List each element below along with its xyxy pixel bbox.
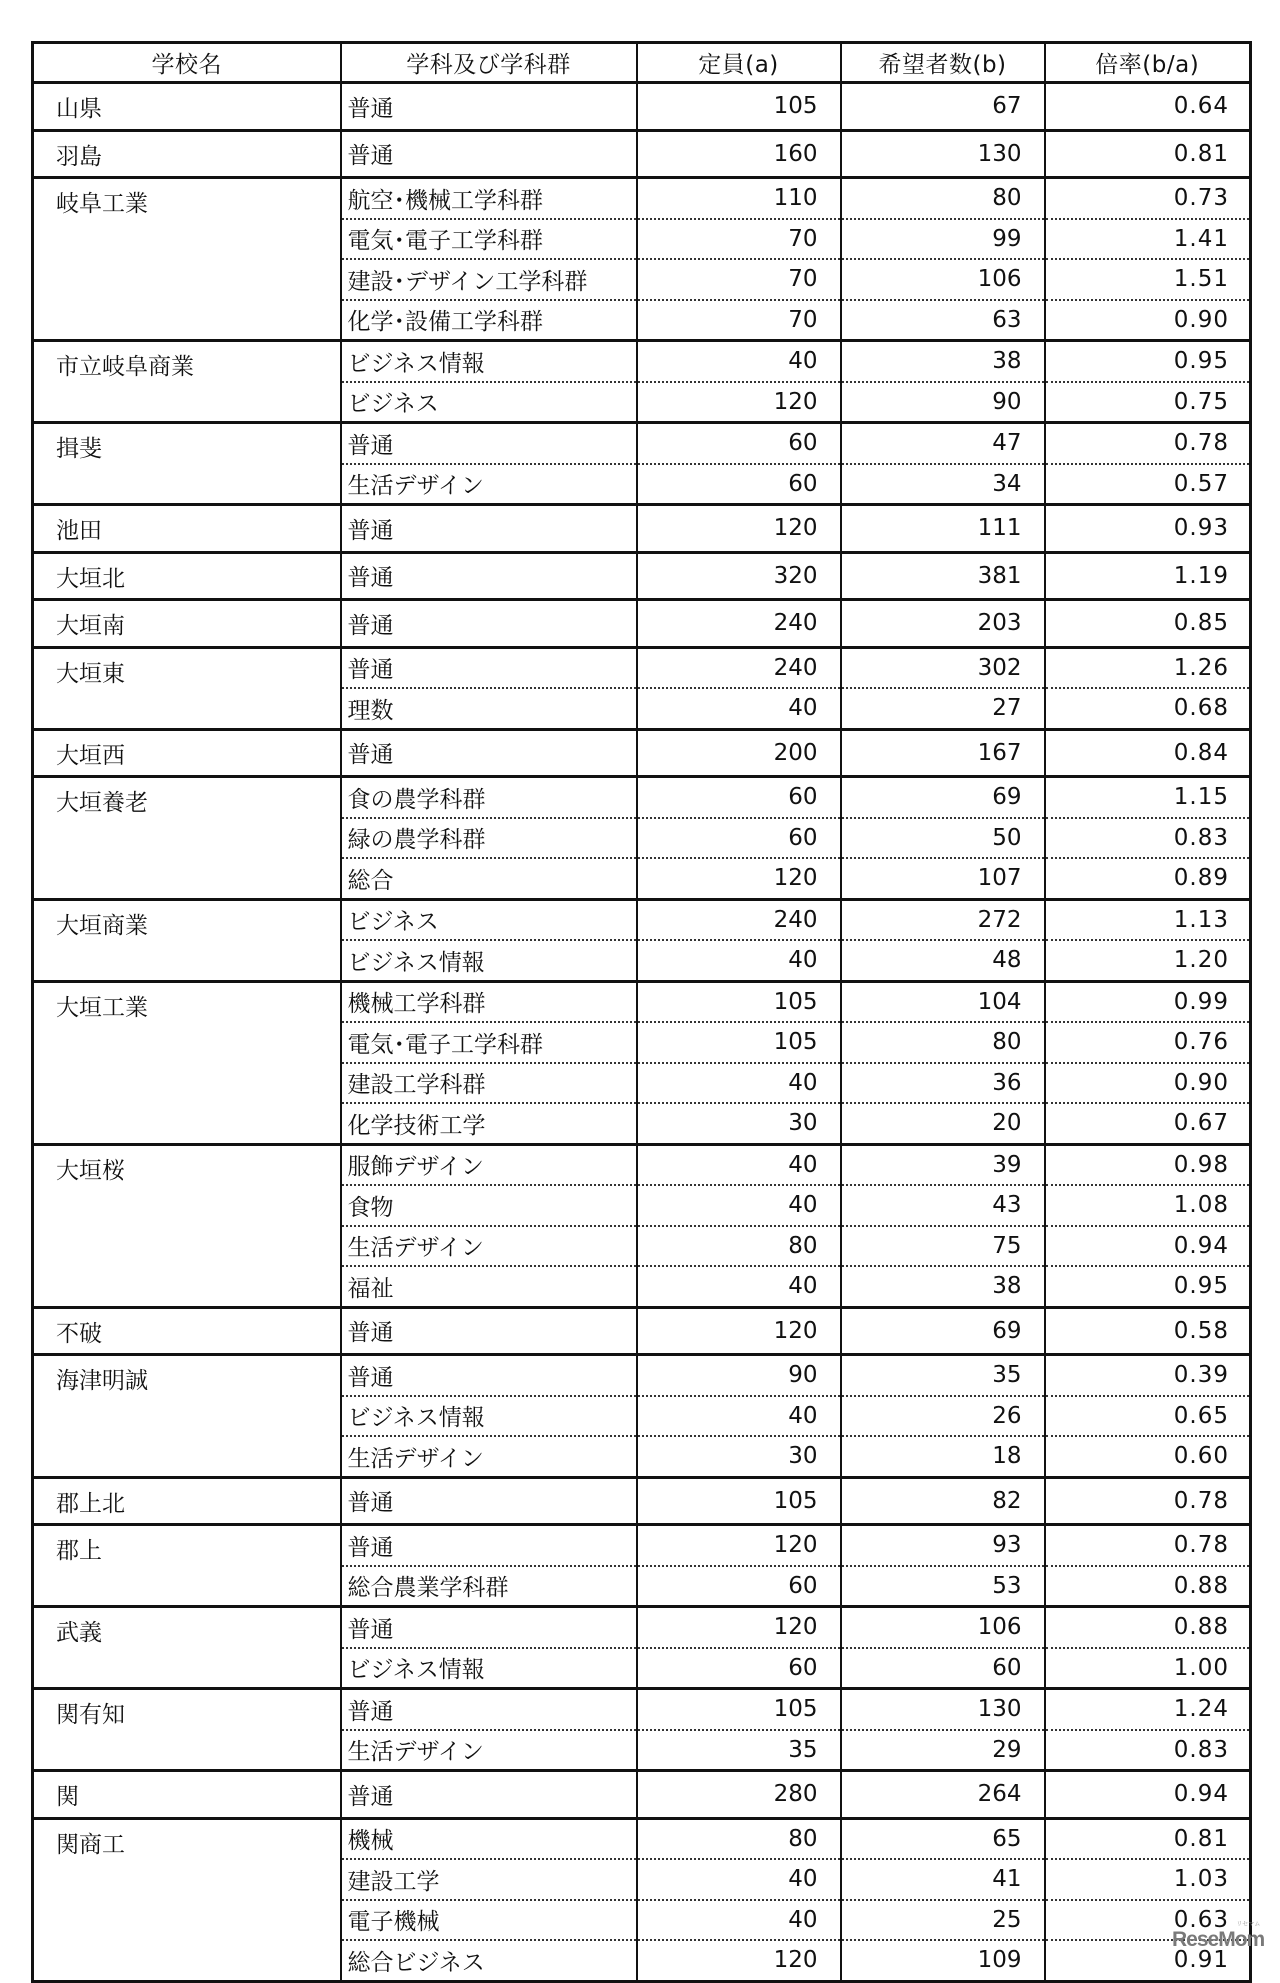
capacity-cell: 240 [637,647,841,688]
capacity-cell: 60 [637,777,841,818]
department-cell: ビジネス情報 [341,1648,637,1689]
ratio-cell: 1.00 [1045,1648,1251,1689]
capacity-cell: 105 [637,981,841,1022]
ratio-cell: 1.41 [1045,219,1251,260]
department-cell: 普通 [341,1477,637,1525]
ratio-cell: 0.88 [1045,1566,1251,1607]
applicants-cell: 264 [841,1771,1045,1819]
school-name-cell: 岐阜工業 [33,178,341,341]
department-cell: 普通 [341,1355,637,1396]
table-row [33,899,1251,940]
department-cell: 普通 [341,729,637,777]
table-row [33,647,1251,688]
table-row [33,1525,1251,1566]
table-row [33,130,1251,178]
applicants-cell: 302 [841,647,1045,688]
table-row [33,178,1251,219]
ratio-cell: 0.81 [1045,130,1251,178]
department-cell: 電子機械 [341,1900,637,1941]
ratio-cell: 1.03 [1045,1859,1251,1900]
department-cell: 普通 [341,423,637,464]
ratio-cell: 0.78 [1045,1477,1251,1525]
ratio-cell: 1.08 [1045,1185,1251,1226]
ratio-cell: 0.65 [1045,1396,1251,1437]
applicants-cell: 65 [841,1818,1045,1859]
ratio-cell: 0.57 [1045,464,1251,505]
capacity-cell: 40 [637,1266,841,1307]
capacity-cell: 40 [637,688,841,729]
applicants-cell: 130 [841,1689,1045,1730]
capacity-cell: 105 [637,83,841,131]
school-name-cell: 大垣西 [33,729,341,777]
capacity-cell: 40 [637,1859,841,1900]
applicants-cell: 111 [841,505,1045,553]
school-name-cell: 大垣東 [33,647,341,729]
department-cell: 服飾デザイン [341,1144,637,1185]
capacity-cell: 120 [637,382,841,423]
capacity-cell: 60 [637,1648,841,1689]
applicants-cell: 63 [841,300,1045,341]
ratio-cell: 0.83 [1045,1730,1251,1771]
capacity-cell: 120 [637,1525,841,1566]
ratio-cell: 0.89 [1045,858,1251,899]
table-row [33,505,1251,553]
school-name-cell: 池田 [33,505,341,553]
ratio-cell: 0.99 [1045,981,1251,1022]
applicants-cell: 60 [841,1648,1045,1689]
ratio-cell: 0.76 [1045,1022,1251,1063]
applicants-cell: 27 [841,688,1045,729]
department-cell: 生活デザイン [341,1226,637,1267]
capacity-cell: 70 [637,219,841,260]
capacity-cell: 40 [637,1900,841,1941]
ratio-cell: 0.90 [1045,300,1251,341]
ratio-cell: 1.51 [1045,259,1251,300]
capacity-cell: 40 [637,1144,841,1185]
ratio-cell: 0.78 [1045,423,1251,464]
school-name-cell: 不破 [33,1307,341,1355]
applicants-cell: 90 [841,382,1045,423]
school-name-cell: 武義 [33,1607,341,1689]
ratio-cell: 1.24 [1045,1689,1251,1730]
logo-text: ReseMom [1172,1928,1265,1951]
capacity-cell: 240 [637,899,841,940]
department-cell: 総合農業学科群 [341,1566,637,1607]
applicants-cell: 80 [841,178,1045,219]
capacity-cell: 120 [637,505,841,553]
header-applicants: 希望者数(b) [841,43,1045,83]
capacity-cell: 30 [637,1436,841,1477]
capacity-cell: 60 [637,464,841,505]
applicants-cell: 67 [841,83,1045,131]
applicants-cell: 82 [841,1477,1045,1525]
department-cell: 普通 [341,1307,637,1355]
table-body [33,83,1251,1982]
applicants-cell: 106 [841,1607,1045,1648]
table-row [33,600,1251,648]
applicants-cell: 106 [841,259,1045,300]
ratio-cell: 0.90 [1045,1063,1251,1104]
school-name-cell: 関 [33,1771,341,1819]
department-cell: 機械 [341,1818,637,1859]
capacity-cell: 40 [637,341,841,382]
department-cell: 緑の農学科群 [341,818,637,859]
applicants-cell: 69 [841,1307,1045,1355]
department-cell: ビジネス情報 [341,940,637,981]
capacity-cell: 120 [637,1607,841,1648]
school-name-cell: 郡上北 [33,1477,341,1525]
capacity-cell: 40 [637,940,841,981]
table-row [33,981,1251,1022]
capacity-cell: 60 [637,423,841,464]
applicants-cell: 167 [841,729,1045,777]
department-cell: 生活デザイン [341,1436,637,1477]
school-name-cell: 市立岐阜商業 [33,341,341,423]
ratio-cell: 1.20 [1045,940,1251,981]
department-cell: 生活デザイン [341,1730,637,1771]
department-cell: 食物 [341,1185,637,1226]
capacity-cell: 30 [637,1103,841,1144]
department-cell: 化学･設備工学科群 [341,300,637,341]
table-row [33,83,1251,131]
department-cell: 建設工学科群 [341,1063,637,1104]
table-row [33,1771,1251,1819]
applicants-cell: 25 [841,1900,1045,1941]
department-cell: ビジネス [341,382,637,423]
table-row [33,729,1251,777]
applicants-cell: 41 [841,1859,1045,1900]
header-ratio: 倍率(b/a) [1045,43,1251,83]
capacity-cell: 40 [637,1185,841,1226]
department-cell: 普通 [341,552,637,600]
capacity-cell: 40 [637,1063,841,1104]
ratio-cell: 0.60 [1045,1436,1251,1477]
applicants-cell: 38 [841,341,1045,382]
department-cell: 機械工学科群 [341,981,637,1022]
applicants-cell: 26 [841,1396,1045,1437]
applicants-cell: 36 [841,1063,1045,1104]
department-cell: 普通 [341,600,637,648]
ratio-cell: 0.39 [1045,1355,1251,1396]
department-cell: 総合ビジネス [341,1940,637,1981]
department-cell: 建設工学 [341,1859,637,1900]
table-row [33,1144,1251,1185]
department-cell: 食の農学科群 [341,777,637,818]
ratio-cell: 1.26 [1045,647,1251,688]
applicants-cell: 34 [841,464,1045,505]
table-row [33,1307,1251,1355]
capacity-cell: 240 [637,600,841,648]
capacity-cell: 120 [637,1940,841,1981]
applicants-cell: 107 [841,858,1045,899]
school-name-cell: 大垣桜 [33,1144,341,1307]
capacity-cell: 35 [637,1730,841,1771]
ratio-cell: 0.94 [1045,1226,1251,1267]
school-name-cell: 関商工 [33,1818,341,1981]
applicants-cell: 18 [841,1436,1045,1477]
ratio-cell: 0.88 [1045,1607,1251,1648]
applicants-cell: 75 [841,1226,1045,1267]
table-row [33,1355,1251,1396]
department-cell: 総合 [341,858,637,899]
school-name-cell: 揖斐 [33,423,341,505]
table-row [33,777,1251,818]
ratio-cell: 1.13 [1045,899,1251,940]
capacity-cell: 80 [637,1226,841,1267]
school-name-cell: 大垣北 [33,552,341,600]
capacity-cell: 70 [637,259,841,300]
department-cell: ビジネス情報 [341,1396,637,1437]
ratio-cell: 0.81 [1045,1818,1251,1859]
applicants-cell: 130 [841,130,1045,178]
table-row [33,1477,1251,1525]
capacity-cell: 120 [637,858,841,899]
department-cell: 化学技術工学 [341,1103,637,1144]
department-cell: 普通 [341,505,637,553]
department-cell: 建設･デザイン工学科群 [341,259,637,300]
ratio-cell: 0.93 [1045,505,1251,553]
department-cell: 普通 [341,647,637,688]
applicants-cell: 47 [841,423,1045,464]
school-name-cell: 関有知 [33,1689,341,1771]
ratio-cell: 0.84 [1045,729,1251,777]
capacity-cell: 280 [637,1771,841,1819]
school-name-cell: 大垣商業 [33,899,341,981]
applicants-cell: 29 [841,1730,1045,1771]
capacity-cell: 120 [637,1307,841,1355]
applicants-cell: 35 [841,1355,1045,1396]
capacity-cell: 160 [637,130,841,178]
header-capacity: 定員(a) [637,43,841,83]
capacity-cell: 60 [637,818,841,859]
ratio-cell: 0.78 [1045,1525,1251,1566]
department-cell: 電気･電子工学科群 [341,219,637,260]
school-name-cell: 羽島 [33,130,341,178]
table-row [33,552,1251,600]
resemom-logo [1172,1922,1265,1952]
school-name-cell: 郡上 [33,1525,341,1607]
applicants-cell: 69 [841,777,1045,818]
department-cell: 航空･機械工学科群 [341,178,637,219]
table-header-row [33,43,1251,83]
capacity-cell: 70 [637,300,841,341]
ratio-cell: 0.91 [1045,1940,1251,1981]
applicants-cell: 39 [841,1144,1045,1185]
applicants-cell: 38 [841,1266,1045,1307]
ratio-cell: 0.64 [1045,83,1251,131]
applicants-cell: 43 [841,1185,1045,1226]
ratio-cell: 0.68 [1045,688,1251,729]
capacity-cell: 110 [637,178,841,219]
department-cell: 生活デザイン [341,464,637,505]
table-row [33,1689,1251,1730]
header-school: 学校名 [33,43,341,83]
ratio-cell: 0.98 [1045,1144,1251,1185]
applicants-cell: 50 [841,818,1045,859]
applicants-cell: 104 [841,981,1045,1022]
header-department: 学科及び学科群 [341,43,637,83]
department-cell: 普通 [341,1771,637,1819]
school-name-cell: 大垣工業 [33,981,341,1144]
ratio-cell: 0.85 [1045,600,1251,648]
department-cell: 普通 [341,1689,637,1730]
ratio-cell: 0.73 [1045,178,1251,219]
department-cell: 電気･電子工学科群 [341,1022,637,1063]
ratio-cell: 0.67 [1045,1103,1251,1144]
department-cell: 普通 [341,83,637,131]
capacity-cell: 320 [637,552,841,600]
applicants-cell: 48 [841,940,1045,981]
table-row [33,1818,1251,1859]
ratio-cell: 1.19 [1045,552,1251,600]
applicants-cell: 20 [841,1103,1045,1144]
school-name-cell: 大垣南 [33,600,341,648]
ratio-cell: 0.95 [1045,341,1251,382]
department-cell: ビジネス情報 [341,341,637,382]
applicants-cell: 109 [841,1940,1045,1981]
applicants-cell: 80 [841,1022,1045,1063]
department-cell: 普通 [341,130,637,178]
capacity-cell: 80 [637,1818,841,1859]
applicants-cell: 381 [841,552,1045,600]
applicants-cell: 93 [841,1525,1045,1566]
capacity-cell: 105 [637,1689,841,1730]
school-name-cell: 海津明誠 [33,1355,341,1478]
table-row [33,423,1251,464]
school-name-cell: 山県 [33,83,341,131]
department-cell: 福祉 [341,1266,637,1307]
capacity-cell: 105 [637,1477,841,1525]
department-cell: 理数 [341,688,637,729]
applicants-cell: 272 [841,899,1045,940]
ratio-cell: 0.75 [1045,382,1251,423]
table-row [33,341,1251,382]
ratio-cell: 0.95 [1045,1266,1251,1307]
applicants-cell: 203 [841,600,1045,648]
capacity-cell: 200 [637,729,841,777]
capacity-cell: 105 [637,1022,841,1063]
school-name-cell: 大垣養老 [33,777,341,900]
department-cell: 普通 [341,1607,637,1648]
admission-ratio-table [31,41,1252,1983]
logo-kana: リセマム [1236,1922,1261,1928]
applicants-cell: 99 [841,219,1045,260]
capacity-cell: 90 [637,1355,841,1396]
table-row [33,1607,1251,1648]
department-cell: ビジネス [341,899,637,940]
ratio-cell: 0.58 [1045,1307,1251,1355]
ratio-cell: 0.94 [1045,1771,1251,1819]
ratio-cell: 0.63 [1045,1900,1251,1941]
ratio-cell: 1.15 [1045,777,1251,818]
applicants-cell: 53 [841,1566,1045,1607]
capacity-cell: 60 [637,1566,841,1607]
capacity-cell: 40 [637,1396,841,1437]
ratio-cell: 0.83 [1045,818,1251,859]
department-cell: 普通 [341,1525,637,1566]
